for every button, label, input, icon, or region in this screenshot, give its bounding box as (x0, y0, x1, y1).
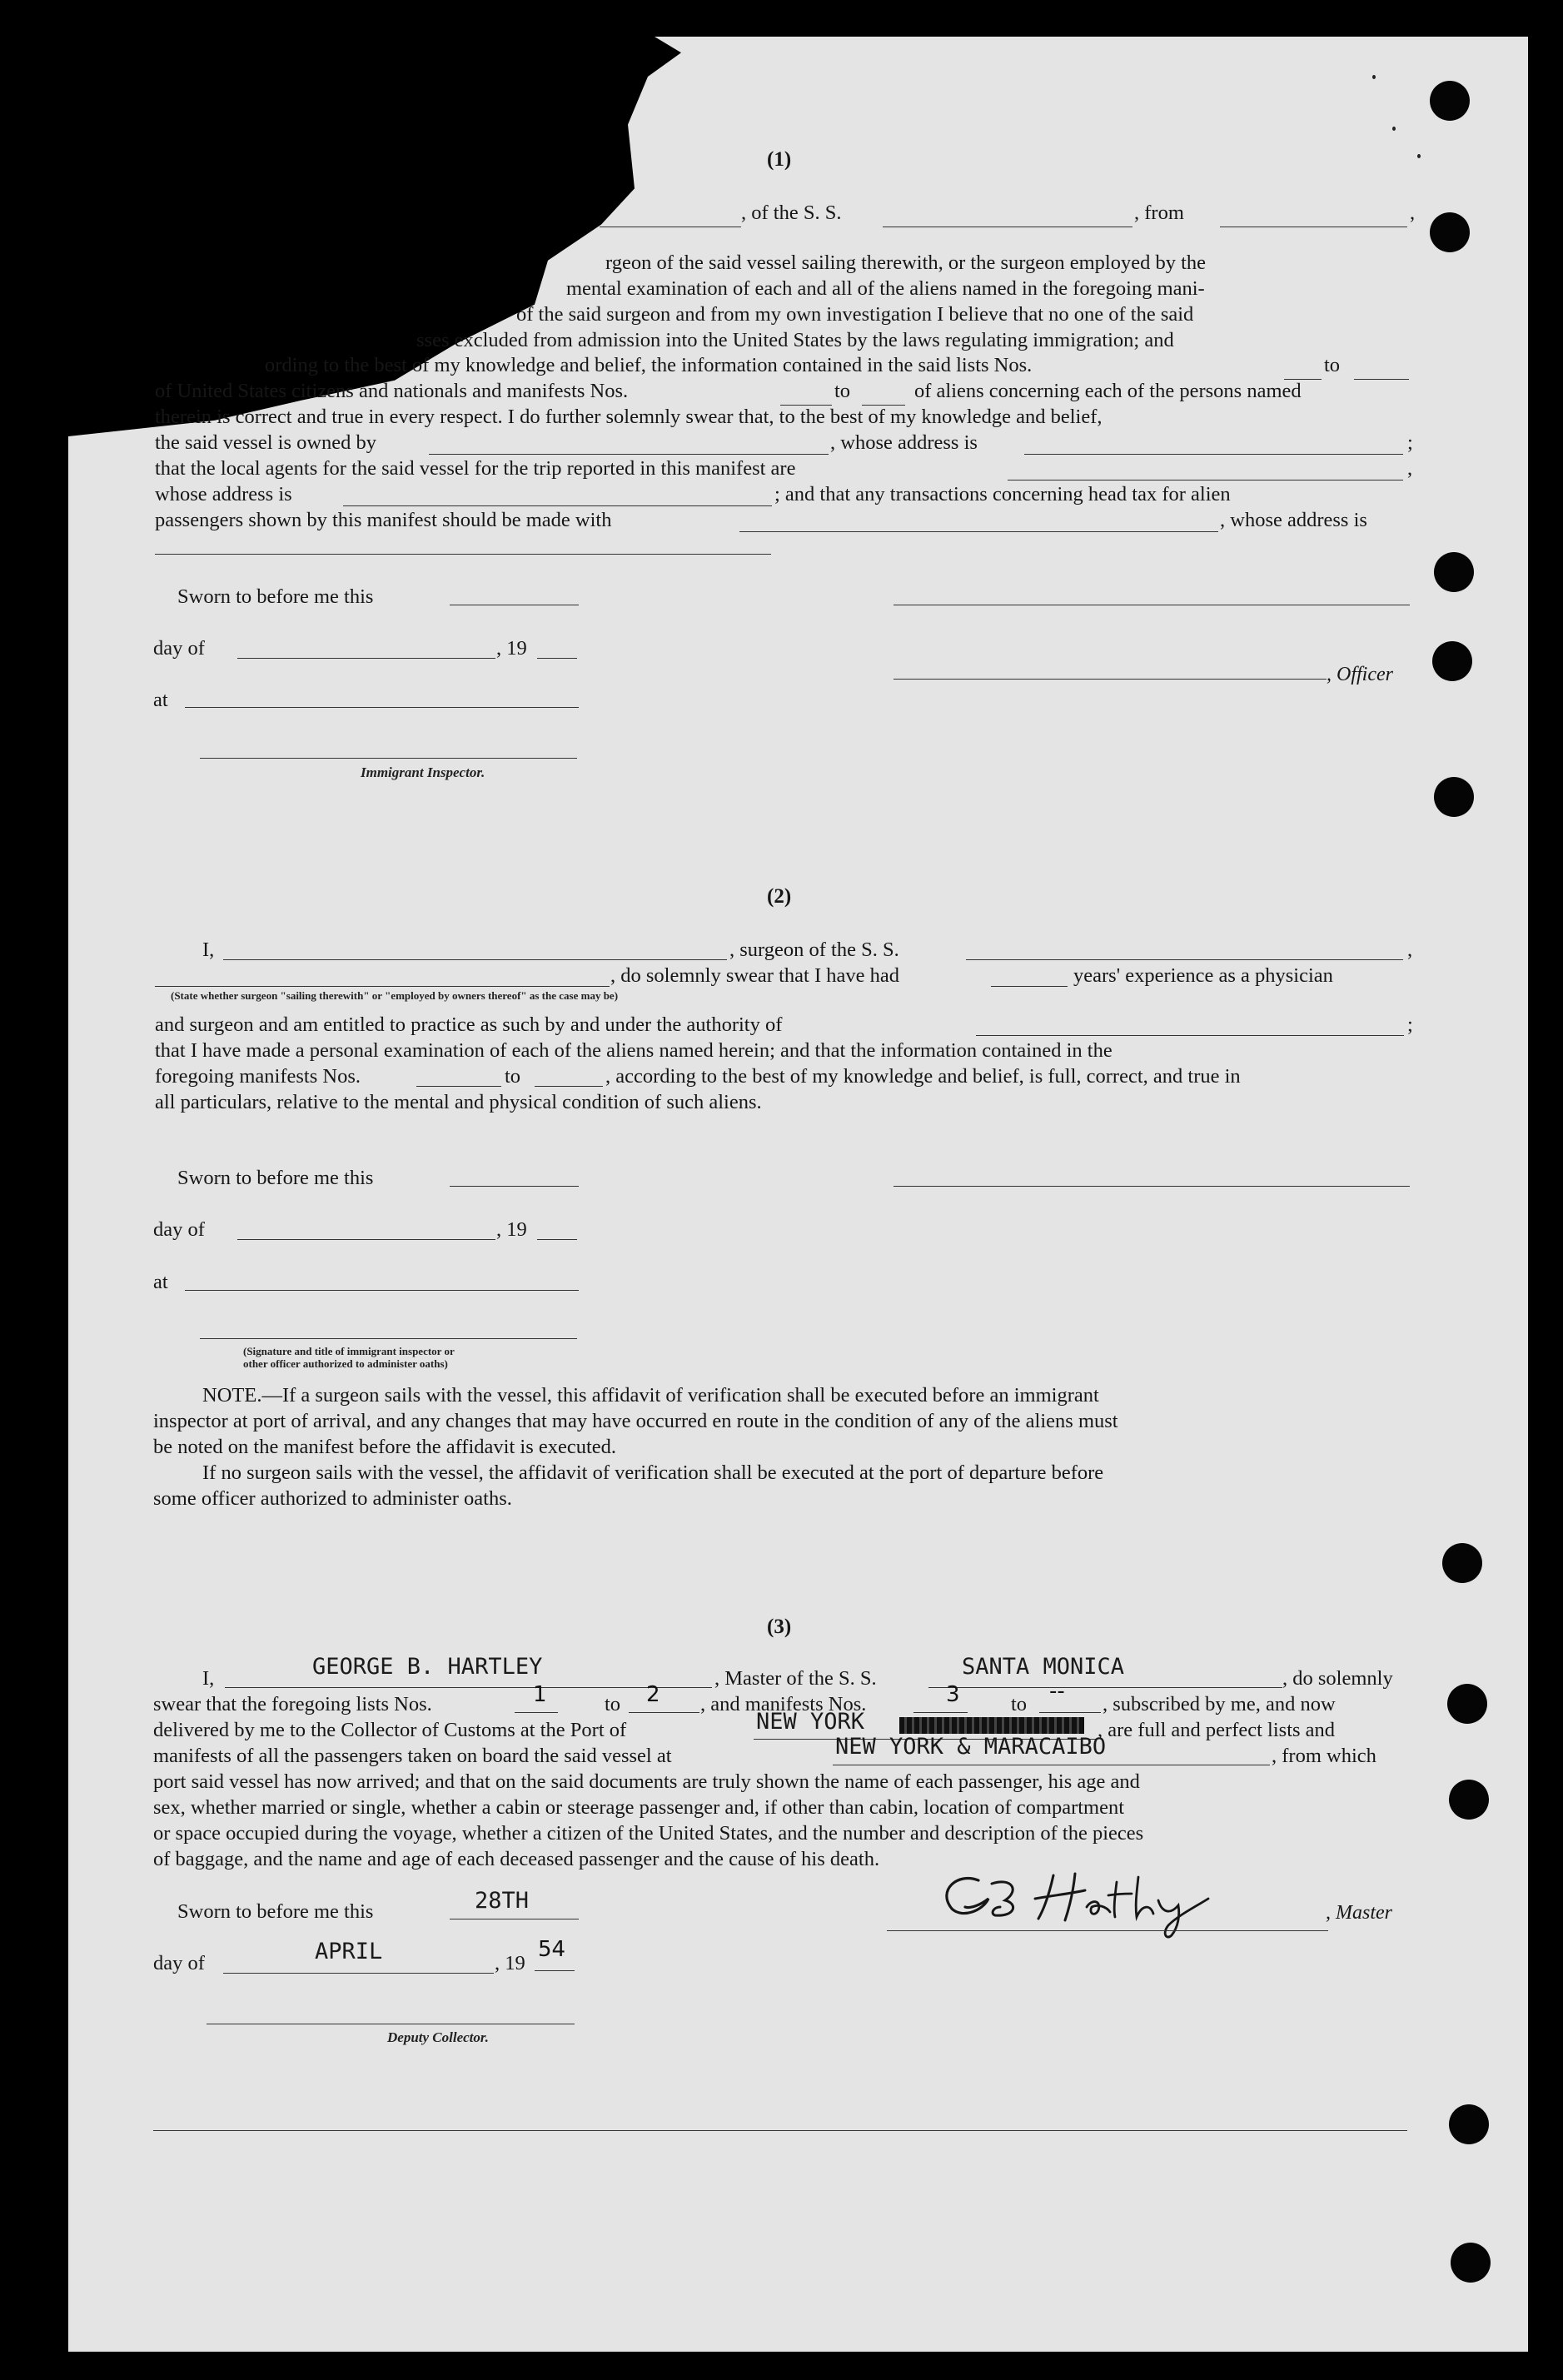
section-1-comma: , (1410, 202, 1416, 224)
punch-hole (1430, 212, 1470, 252)
section-2-text: all particulars, relative to the mental and physical condition of such aliens. (155, 1091, 762, 1113)
punch-hole (1449, 1780, 1489, 1820)
fill-line (223, 1973, 494, 1974)
section-3-text: I, (202, 1667, 215, 1690)
section-1-text: ording to the best of my knowledge and belief, the information contained in the said lists Nos. (265, 354, 1033, 376)
fill-line (155, 554, 771, 555)
section-1-text: , whose address is (830, 431, 978, 454)
speck (1372, 75, 1376, 79)
list-to-value: 2 (646, 1682, 660, 1707)
master-label: , Master (1326, 1902, 1392, 1924)
section-3-text: , do solemnly (1282, 1667, 1393, 1690)
note-line: be noted on the manifest before the affidavit is executed. (153, 1436, 617, 1458)
fill-line (893, 679, 1327, 680)
punch-hole (1449, 2104, 1489, 2144)
section-3-text: or space occupied during the voyage, whether a citizen of the United States, and the number and description of the pieces (153, 1822, 1144, 1845)
signature-caption-line2: other officer authorized to administer oaths) (243, 1357, 448, 1370)
day-of-label-1: day of (153, 637, 205, 660)
fill-line (537, 658, 577, 659)
section-1-text: passengers shown by this manifest should be made with (155, 509, 612, 531)
at-label-2: at (153, 1271, 168, 1293)
signature-line (887, 1930, 1328, 1931)
section-2-text: to (505, 1065, 521, 1088)
fill-line (1039, 1712, 1101, 1713)
section-1-text: of aliens concerning each of the persons named (914, 380, 1302, 402)
section-2-text: , (1407, 939, 1413, 961)
sworn-day-value: 28TH (475, 1888, 530, 1914)
section-3-text: delivered by me to the Collector of Customs at the Port of (153, 1719, 627, 1741)
fill-line (185, 1290, 579, 1291)
fill-line (976, 1035, 1404, 1036)
fill-line (450, 1186, 579, 1187)
fill-line (1354, 379, 1409, 380)
section-1-text: whose address is (155, 483, 292, 505)
section-1-text: sses excluded from admission into the United States by the laws regulating immigration; and (416, 329, 1174, 351)
note-line: inspector at port of arrival, and any changes that may have occurred en route in the condition of any of the aliens must (153, 1410, 1118, 1432)
fill-line (515, 1712, 558, 1713)
section-3-text: port said vessel has now arrived; and that on the said documents are truly shown the name of each passenger, his age and (153, 1770, 1140, 1793)
surgeon-type-instruction: (State whether surgeon "sailing therewith" or "employed by owners thereof" as the case may be) (171, 989, 619, 1002)
section-3-text: swear that the foregoing lists Nos. (153, 1693, 432, 1715)
note-line: If no surgeon sails with the vessel, the affidavit of verification shall be executed at the port of departure before (202, 1461, 1104, 1484)
section-2-text: that I have made a personal examination of each of the aliens named herein; and that the information contained in the (155, 1039, 1113, 1062)
year-label-2: , 19 (496, 1218, 527, 1241)
section-1-text: mental examination of each and all of the aliens named in the foregoing mani- (566, 277, 1205, 300)
sworn-label-3: Sworn to before me this (177, 1900, 374, 1923)
port-of-departure-value: NEW YORK & MARACAIBO (835, 1734, 1107, 1760)
fill-line (913, 1712, 968, 1713)
signature-line (200, 758, 577, 759)
note-line: some officer authorized to administer oaths. (153, 1487, 512, 1510)
fill-line (225, 1687, 712, 1688)
manifest-to-value: -- (1049, 1679, 1065, 1704)
section-3-text: , Master of the S. S. (714, 1667, 877, 1690)
punch-hole (1430, 81, 1470, 121)
year-label-3: , 19 (495, 1952, 525, 1974)
section-1-text: to (834, 380, 851, 402)
fill-line (429, 454, 829, 455)
section-2-text: , do solemnly swear that I have had (610, 964, 899, 987)
section-2-text: , surgeon of the S. S. (729, 939, 899, 961)
fill-line (237, 658, 495, 659)
section-1-text: , whose address is (1220, 509, 1367, 531)
section-1-text: , from (1134, 202, 1184, 224)
month-value: APRIL (315, 1939, 383, 1964)
section-2-text: years' experience as a physician (1073, 964, 1333, 987)
fill-line (185, 707, 579, 708)
fill-line (629, 1712, 699, 1713)
section-2-text: I, (202, 939, 215, 961)
section-3-text: manifests of all the passengers taken on board the said vessel at (153, 1745, 672, 1767)
section-1-number: (1) (767, 148, 792, 171)
section-2-text: ; (1407, 1013, 1413, 1036)
day-of-label-2: day of (153, 1218, 205, 1241)
speck (1417, 154, 1421, 158)
section-1-text: that the local agents for the said vessel for the trip reported in this manifest are (155, 457, 796, 480)
year-label-1: , 19 (496, 637, 527, 660)
sworn-label-2: Sworn to before me this (177, 1167, 374, 1189)
fill-line (537, 1239, 577, 1240)
section-3-text: to (605, 1693, 621, 1715)
manifest-from-value: 3 (946, 1682, 960, 1707)
section-3-text: , and manifests Nos. (700, 1693, 867, 1715)
immigrant-inspector-caption: Immigrant Inspector. (361, 764, 485, 780)
section-2-text: foregoing manifests Nos. (155, 1065, 361, 1088)
vessel-name-value: SANTA MONICA (962, 1654, 1125, 1680)
section-3-text: of baggage, and the name and age of each deceased passenger and the cause of his death. (153, 1848, 880, 1870)
master-signature (928, 1865, 1245, 1940)
port-of-arrival-value: NEW YORK (756, 1709, 865, 1735)
sworn-label-1: Sworn to before me this (177, 585, 374, 608)
punch-hole (1434, 777, 1474, 817)
section-3-text: sex, whether married or single, whether a cabin or steerage passenger and, if other than cabin, location of compartment (153, 1796, 1125, 1819)
section-1-text: of United States citizens and nationals and manifests Nos. (155, 380, 629, 402)
section-1-text: , (1407, 457, 1413, 480)
section-1-text: therein is correct and true in every respect. I do further solemnly swear that, to the best of my knowledge and belief, (155, 406, 1103, 428)
section-3-number: (3) (767, 1616, 792, 1638)
section-1-text: to (1324, 354, 1341, 376)
fill-line (535, 1970, 575, 1971)
fill-line (1024, 454, 1403, 455)
deputy-collector-caption: Deputy Collector. (387, 2029, 489, 2045)
section-1-text: of the said surgeon and from my own investigation I believe that no one of the said (516, 303, 1194, 326)
fill-line (223, 959, 727, 960)
redacted-text (899, 1717, 1084, 1734)
section-2-text: , according to the best of my knowledge and belief, is full, correct, and true in (605, 1065, 1241, 1088)
bottom-rule (153, 2130, 1407, 2131)
fill-line (991, 986, 1068, 987)
fill-line (155, 986, 610, 987)
punch-hole (1434, 552, 1474, 592)
section-3-text: , from which (1272, 1745, 1376, 1767)
fill-line (237, 1239, 495, 1240)
section-3-text: , are full and perfect lists and (1098, 1719, 1336, 1741)
section-2-text: and surgeon and am entitled to practice as such by and under the authority of (155, 1013, 783, 1036)
section-1-text: ; and that any transactions concerning head tax for alien (774, 483, 1231, 505)
signature-caption-line1: (Signature and title of immigrant inspector or (243, 1345, 455, 1357)
fill-line (928, 1687, 1282, 1688)
fill-line (343, 505, 772, 506)
punch-hole (1447, 1684, 1487, 1724)
punch-hole (1432, 641, 1472, 681)
section-1-text: the said vessel is owned by (155, 431, 377, 454)
note-line: NOTE.—If a surgeon sails with the vessel, this affidavit of verification shall be executed before an immigrant (202, 1384, 1099, 1407)
fill-line (535, 1086, 603, 1087)
master-name-value: GEORGE B. HARTLEY (312, 1654, 543, 1680)
speck (1392, 127, 1396, 131)
officer-label: , Officer (1327, 664, 1393, 685)
fill-line (966, 959, 1403, 960)
list-from-value: 1 (533, 1682, 547, 1707)
fill-line (739, 531, 1218, 532)
punch-hole (1451, 2243, 1491, 2283)
at-label-1: at (153, 689, 168, 711)
punch-hole (1442, 1543, 1482, 1583)
section-2-number: (2) (767, 885, 792, 908)
year-suffix-value: 54 (538, 1937, 566, 1962)
section-3-text: to (1011, 1693, 1028, 1715)
section-3-text: , subscribed by me, and now (1103, 1693, 1336, 1715)
section-1-text: rgeon of the said vessel sailing therewith, or the surgeon employed by the (605, 251, 1207, 274)
day-of-label-3: day of (153, 1952, 205, 1974)
signature-line (200, 1338, 577, 1339)
section-1-text: , of the S. S. (741, 202, 842, 224)
fill-line (416, 1086, 501, 1087)
fill-line (893, 1186, 1410, 1187)
section-1-text: ; (1407, 431, 1413, 454)
